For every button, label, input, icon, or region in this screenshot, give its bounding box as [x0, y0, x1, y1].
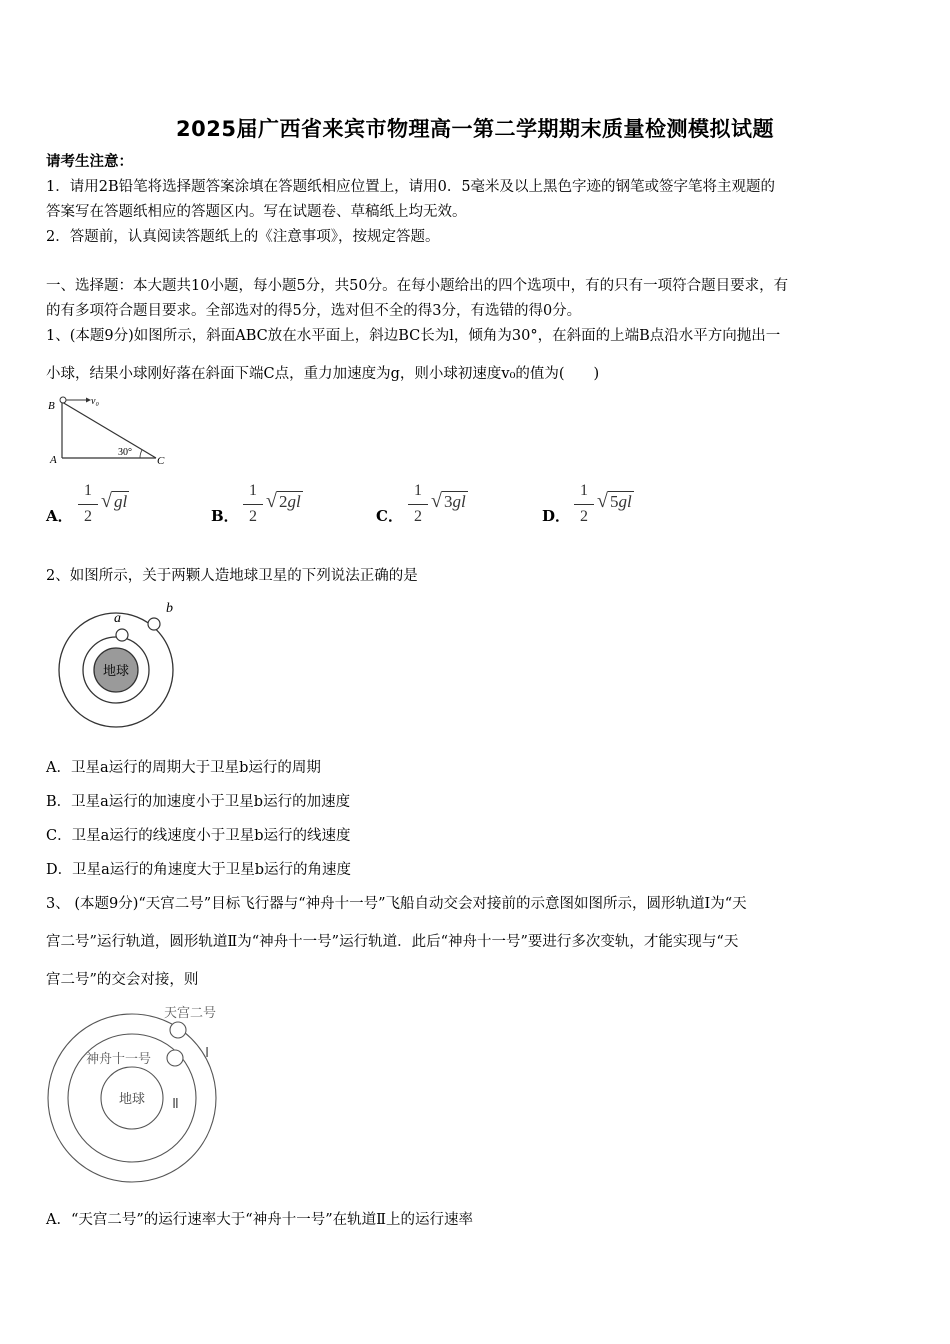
q1-stem-line-1: 1、(本题9分)如图所示，斜面ABC放在水平面上，斜边BC长为l，倾角为30°，在斜面的上端B点沿水平方向抛出一 [46, 328, 781, 344]
incline-figure [46, 392, 176, 470]
label-b: B [48, 400, 55, 412]
option-letter: B． [211, 507, 239, 525]
label-a: A [50, 454, 57, 466]
satellite-b-label: b [166, 601, 173, 616]
docking-figure [44, 1000, 244, 1186]
tiangong-label: 天宫二号 [164, 1006, 217, 1021]
q2-option-d[interactable]: D．卫星a运行的角速度大于卫星b运行的角速度 [46, 862, 352, 878]
option-letter: C． [376, 507, 403, 525]
q3-stem-line-3: 宫二号”的交会对接，则 [46, 972, 199, 988]
orbit-2-label: Ⅱ [172, 1097, 179, 1112]
sqrt-expression: √ 2gl [266, 490, 301, 512]
satellite-a-label: a [114, 611, 121, 626]
option-letter: A． [46, 507, 73, 525]
section-line-1: 一、选择题：本大题共10小题，每小题5分，共50分。在每小题给出的四个选项中，有的只有一项符合题目要求，有 [46, 278, 789, 294]
tiangong-icon [170, 1022, 186, 1038]
notice-heading: 请考生注意： [46, 153, 133, 170]
sqrt-expression: √ 3gl [431, 490, 466, 512]
fraction: 1 2 [574, 482, 594, 528]
shenzhou-label: 神舟十一号 [86, 1052, 152, 1067]
option-letter: D． [542, 507, 571, 525]
shenzhou-icon [167, 1050, 183, 1066]
label-c: C [157, 455, 165, 467]
sqrt-expression: √ 5gl [597, 490, 632, 512]
section-line-2: 的有多项符合题目要求。全部选对的得5分，选对但不全的得3分，有选错的得0分。 [46, 303, 582, 319]
fraction: 1 2 [78, 482, 98, 528]
notice-line-3: 2．答题前，认真阅读答题纸上的《注意事项》，按规定答题。 [46, 229, 440, 245]
q1-stem-line-2: 小球，结果小球刚好落在斜面下端C点，重力加速度为g，则小球初速度v₀的值为( ) [46, 366, 600, 382]
label-angle: 30° [118, 447, 132, 458]
orbit-1-label: Ⅰ [205, 1046, 210, 1061]
q2-option-b[interactable]: B．卫星a运行的加速度小于卫星b运行的加速度 [46, 794, 351, 810]
q2-option-c[interactable]: C．卫星a运行的线速度小于卫星b运行的线速度 [46, 828, 351, 844]
q2-option-a[interactable]: A．卫星a运行的周期大于卫星b运行的周期 [46, 760, 321, 776]
exam-title: 2025届广西省来宾市物理高一第二学期期末质量检测模拟试题 [176, 117, 774, 141]
earth-label: 地球 [118, 1092, 146, 1107]
earth-label: 地球 [102, 664, 130, 679]
satellite-b-icon [148, 618, 160, 630]
label-v0: v₀ [91, 396, 99, 407]
q3-option-a[interactable]: A．“天宫二号”的运行速率大于“神舟十一号”在轨道Ⅱ上的运行速率 [46, 1212, 473, 1228]
fraction: 1 2 [408, 482, 428, 528]
q1-options [46, 478, 908, 538]
ball-icon [60, 397, 66, 403]
notice-line-1: 1．请用2B铅笔将选择题答案涂填在答题纸相应位置上，请用0．5毫米及以上黑色字迹的钢笔或签字笔将主观题的 [46, 179, 776, 195]
fraction: 1 2 [243, 482, 263, 528]
q3-stem-line-2: 宫二号”运行轨道，圆形轨道Ⅱ为“神舟十一号”运行轨道．此后“神舟十一号”要进行多次变轨，才能实现与“天 [46, 934, 739, 950]
satellite-a-icon [116, 629, 128, 641]
q3-stem-line-1: 3、 (本题9分)“天宫二号”目标飞行器与“神舟十一号”飞船自动交会对接前的示意图如图所示，圆形轨道Ⅰ为“天 [46, 896, 747, 912]
notice-line-2: 答案写在答题纸相应的答题区内。写在试题卷、草稿纸上均无效。 [46, 204, 467, 220]
satellite-figure [46, 596, 186, 730]
q2-stem: 2、如图所示，关于两颗人造地球卫星的下列说法正确的是 [46, 568, 418, 584]
sqrt-expression: √ gl [101, 490, 128, 512]
